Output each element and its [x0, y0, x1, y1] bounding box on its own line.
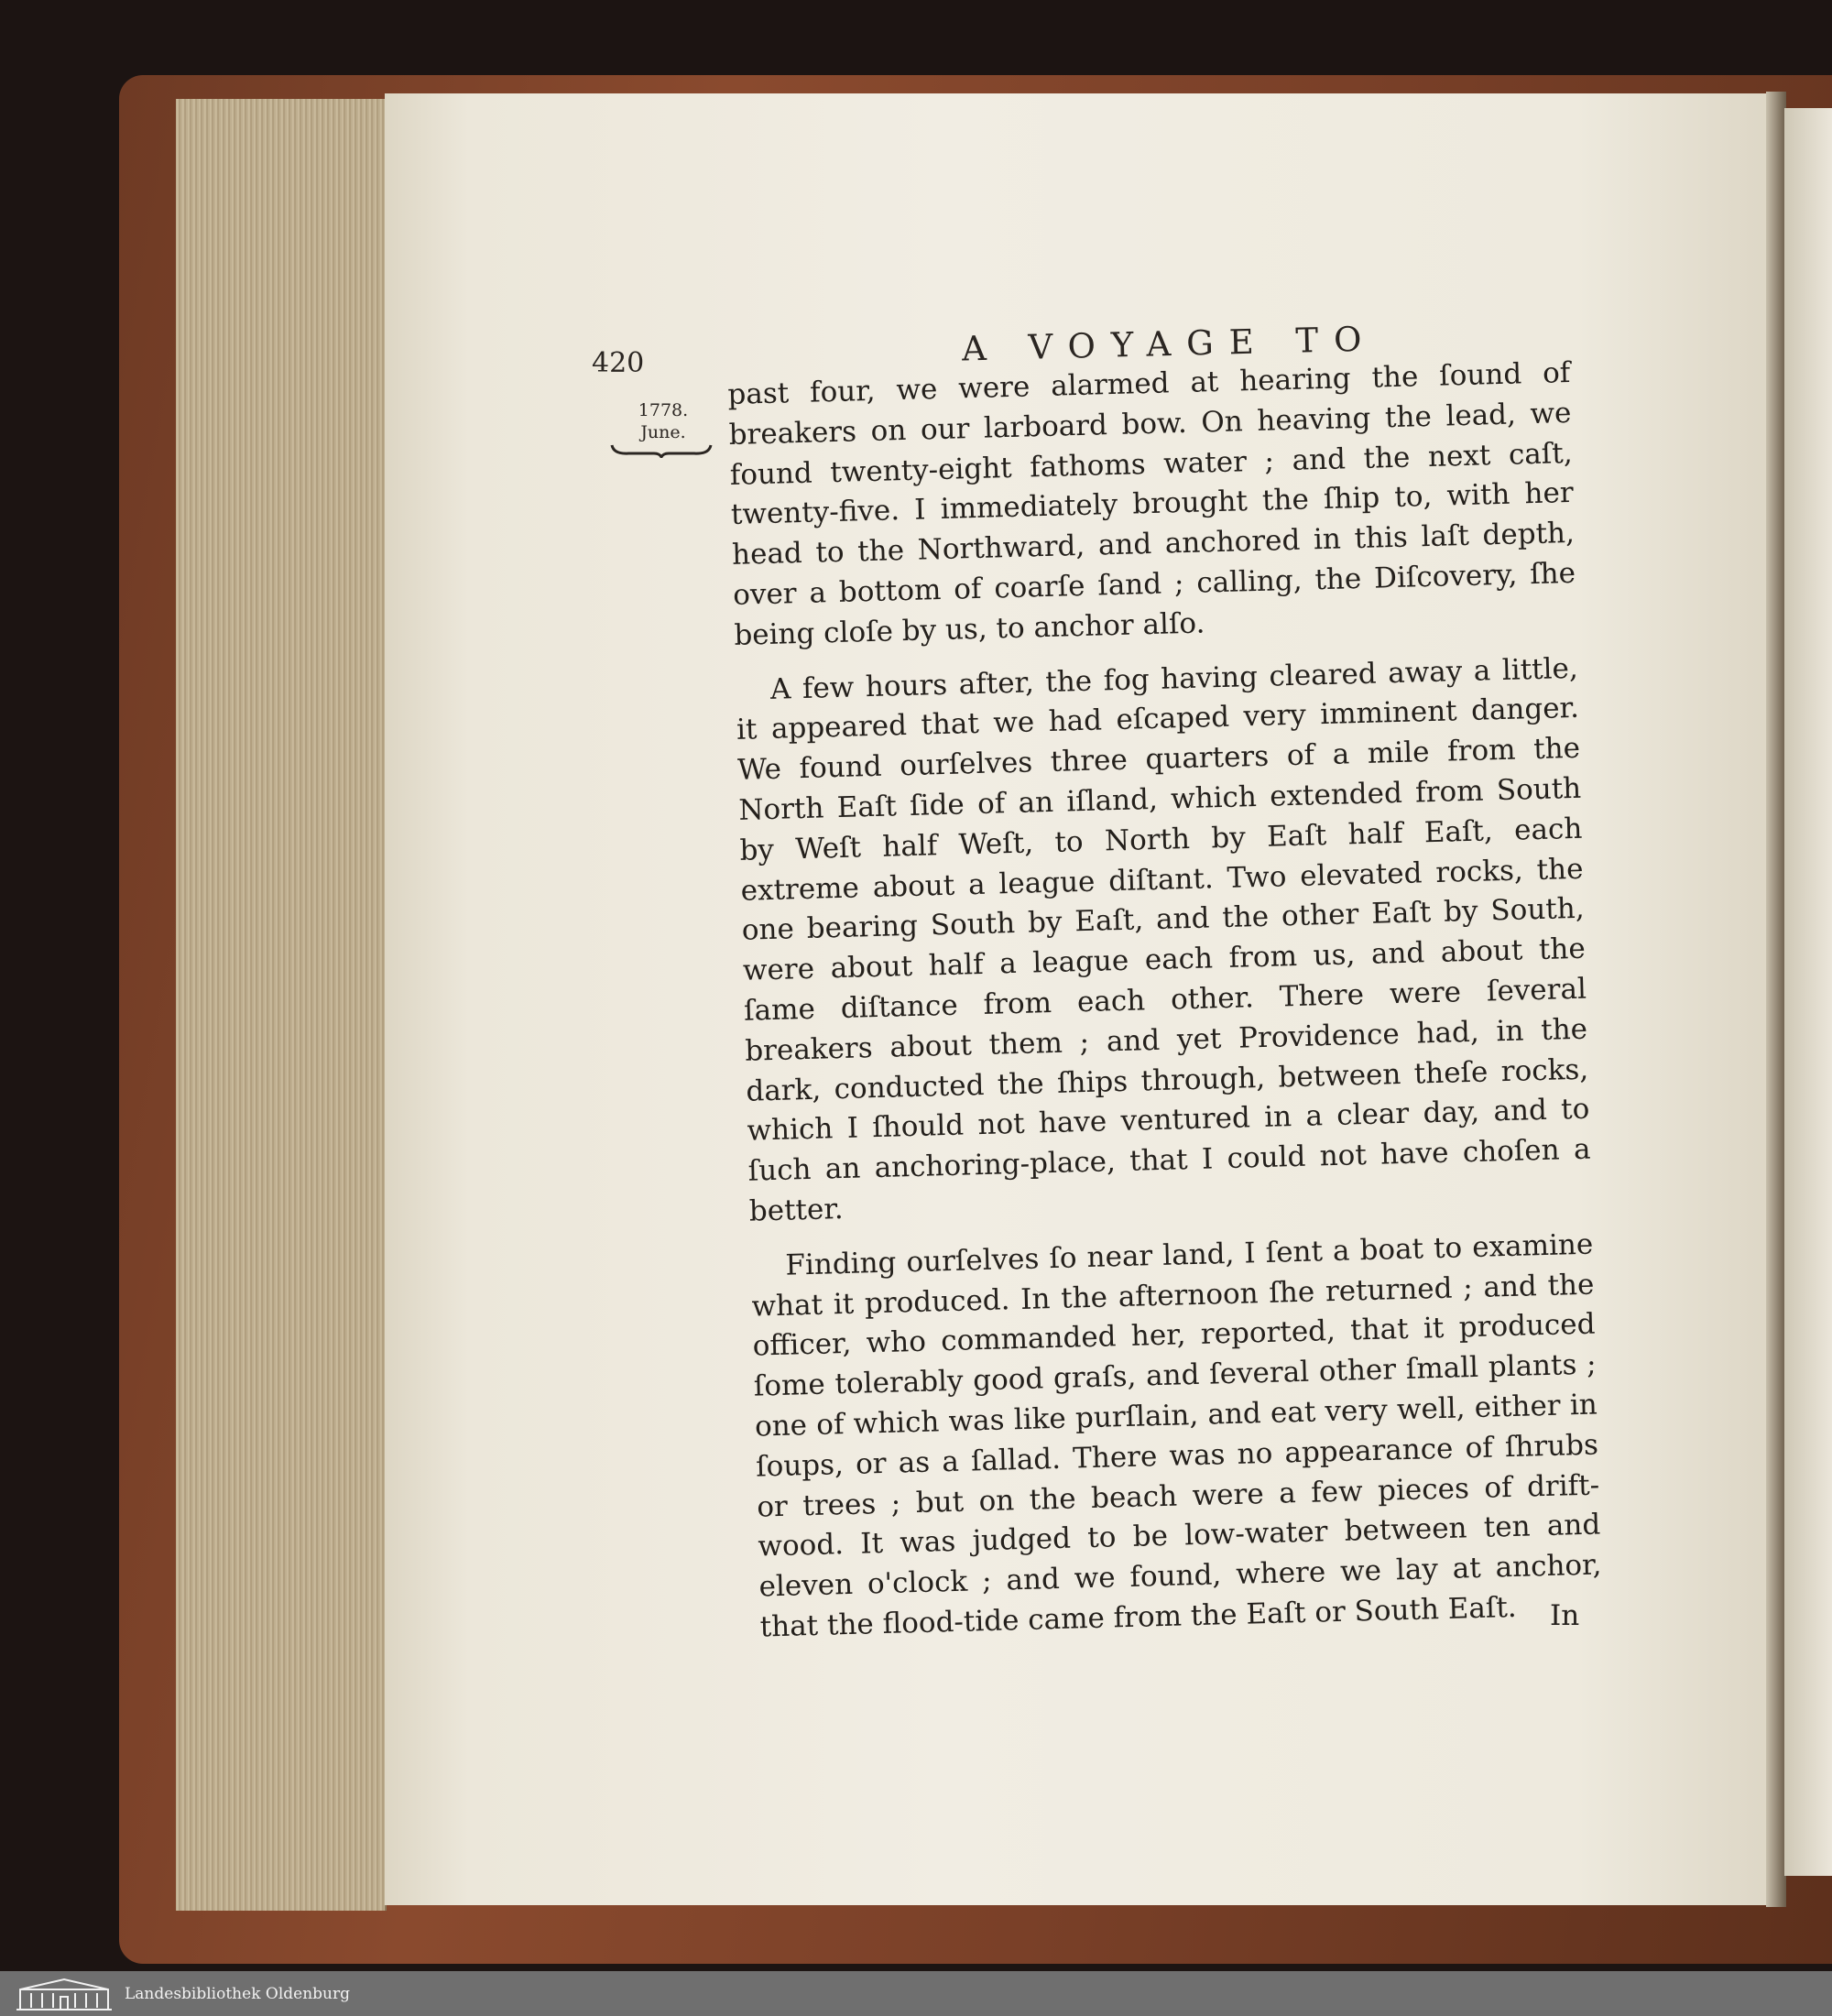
- paragraph-1: past four, we were alarmed at hearing the ſound of breakers on our larboard bow. On heaving the lead, we found twenty-eight fathoms water ; and the next caſt, twenty-five. I immediately brought the ſhip to, with her head to the Northward, and anchored in this laſt depth, over a bottom of coarſe ſand ; calling, the Diſcovery, ſhe being cloſe by us, to anchor alſo.: [727, 355, 1576, 652]
- paragraph-2: A few hours after, the fog having cleared away a little, it appeared that we had eſcaped very imminent danger. We found ourſelves three quarters of a mile from the North Eaſt ſide of an iſland, which extended from South by Weſt half Weſt, to North by Eaſt half Eaſt, each extreme about a league diſtant. Two elevated rocks, the one bearing South by Eaſt, and the other Eaſt by South, were about half a league each from us, and about the ſame diſtance from each other. There were ſeveral breakers about them ; and yet Providence had, in the dark, conducted the ſhips through, between theſe rocks, which I ſhould not have ventured in a clear day, and to ſuch an anchoring-place, that I could not have choſen a better.: [736, 651, 1591, 1228]
- page-edges: [176, 99, 387, 1911]
- margin-note: [610, 399, 716, 458]
- running-head: A VOYAGE TO: [961, 319, 1378, 369]
- margin-note-month: June.: [640, 422, 686, 442]
- catchword: In: [1550, 1599, 1580, 1632]
- footer-bar: [0, 1971, 1832, 2016]
- library-building-icon[interactable]: [13, 1977, 115, 2011]
- paragraph-3: Finding ourſelves ſo near land, I ſent a boat to examine what it produced. In the afternoon ſhe returned ; and the officer, who commanded her, reported, that it produced ſome tolerably good graſs, and ſeveral other ſmall plants ; one of which was like purſlain, and eat very well, either in ſoups, or as a ſallad. There was no appearance of ſhrubs or trees ; but on the beach were a few pieces of drift-wood. It was judged to be low-water between ten and eleven o'clock ; and we found, where we lay at anchor, that the flood-tide came from the Eaſt or South Eaſt.: [751, 1227, 1602, 1644]
- facing-page-edge: [1784, 108, 1832, 1876]
- page-gutter: [1766, 92, 1786, 1907]
- library-name[interactable]: Landesbibliothek Oldenburg: [125, 1984, 351, 2003]
- margin-note-year: 1778.: [638, 400, 689, 420]
- body-text: [727, 354, 1603, 1662]
- page-number: 420: [592, 347, 645, 379]
- brace-icon: [610, 443, 713, 458]
